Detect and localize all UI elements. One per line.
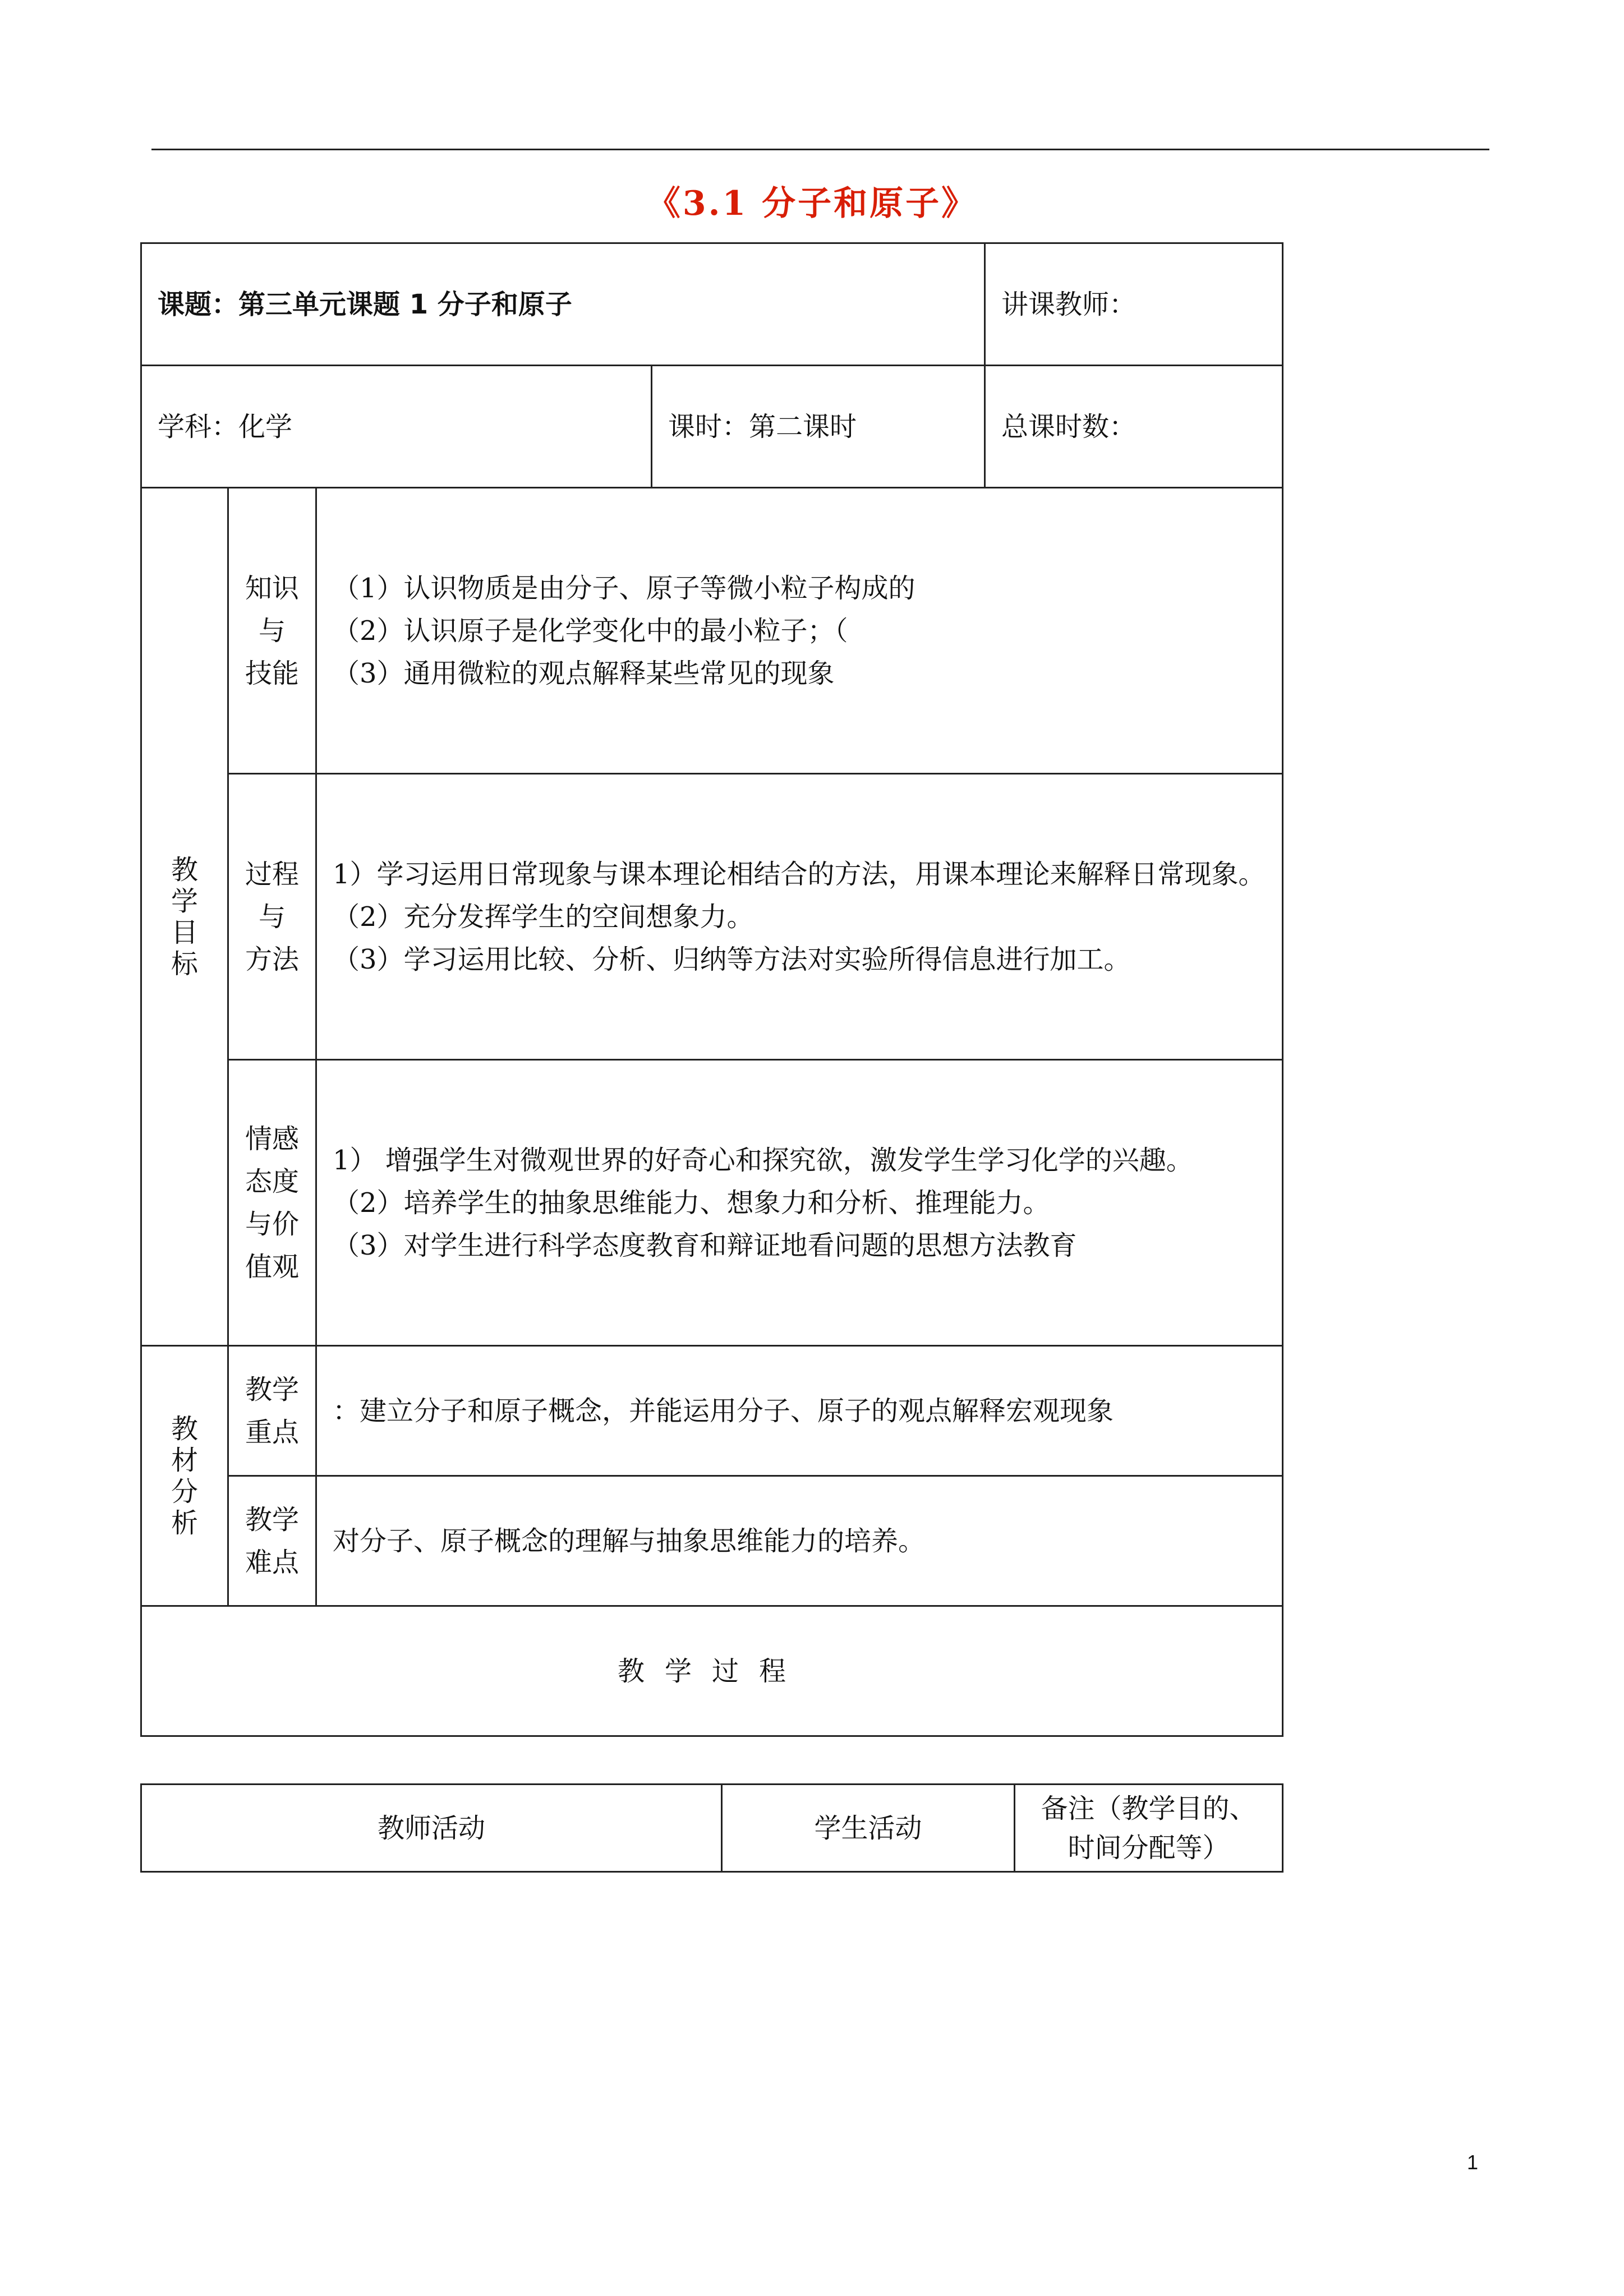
knowledge-skills-content: （1）认识物质是由分子、原子等微小粒子构成的 （2）认识原子是化学变化中的最小粒子；（ （3）通用微粒的观点解释某些常见的现象 [316, 488, 1283, 774]
goals-label: 教 学 目 标 [141, 488, 228, 1346]
table-row [141, 1346, 1283, 1476]
difficulties-label: 教学 难点 [228, 1476, 316, 1606]
student-activity-header: 学生活动 [722, 1785, 1015, 1872]
table-row [141, 488, 1283, 774]
remarks-header: 备注（教学目的、 时间分配等） [1015, 1785, 1283, 1872]
process-method-content: 1）学习运用日常现象与课本理论相结合的方法，用课本理论来解释日常现象。 （2）充分发挥学生的空间想象力。 （3）学习运用比较、分析、归纳等方法对实验所得信息进行加工。 [316, 774, 1283, 1060]
total-periods-cell: 总课时数： [985, 366, 1283, 488]
header-rule [151, 149, 1489, 150]
table-row [141, 1785, 1283, 1872]
table-row [141, 1476, 1283, 1606]
difficulties-content: 对分子、原子概念的理解与抽象思维能力的培养。 [316, 1476, 1283, 1606]
attitude-values-content: 1） 增强学生对微观世界的好奇心和探究欲，激发学生学习化学的兴趣。 （2）培养学生的抽象思维能力、想象力和分析、推理能力。 （3）对学生进行科学态度教育和辩证地看问题的思想方法教育 [316, 1060, 1283, 1346]
period-cell: 课时：第二课时 [652, 366, 985, 488]
lesson-plan-table [140, 242, 1283, 1737]
process-method-label: 过程 与 方法 [228, 774, 316, 1060]
attitude-values-label: 情感 态度 与价 值观 [228, 1060, 316, 1346]
teacher-cell: 讲课教师： [985, 243, 1283, 366]
subject-cell: 学科：化学 [141, 366, 652, 488]
analysis-label: 教 材 分 析 [141, 1346, 228, 1606]
activity-table [140, 1783, 1283, 1873]
key-points-content: ：建立分子和原子概念，并能运用分子、原子的观点解释宏观现象 [316, 1346, 1283, 1476]
teaching-process-heading: 教学过程 [141, 1606, 1283, 1736]
table-row [141, 243, 1283, 366]
table-row [141, 366, 1283, 488]
table-row [141, 774, 1283, 1060]
knowledge-skills-label: 知识 与 技能 [228, 488, 316, 774]
table-row [141, 1060, 1283, 1346]
key-points-label: 教学 重点 [228, 1346, 316, 1476]
teacher-activity-header: 教师活动 [141, 1785, 722, 1872]
page-number: 1 [1467, 2151, 1479, 2174]
table-row [141, 1606, 1283, 1736]
topic-cell: 课题：第三单元课题 1 分子和原子 [141, 243, 985, 366]
document-title: 《3.1 分子和原子》 [646, 184, 978, 223]
